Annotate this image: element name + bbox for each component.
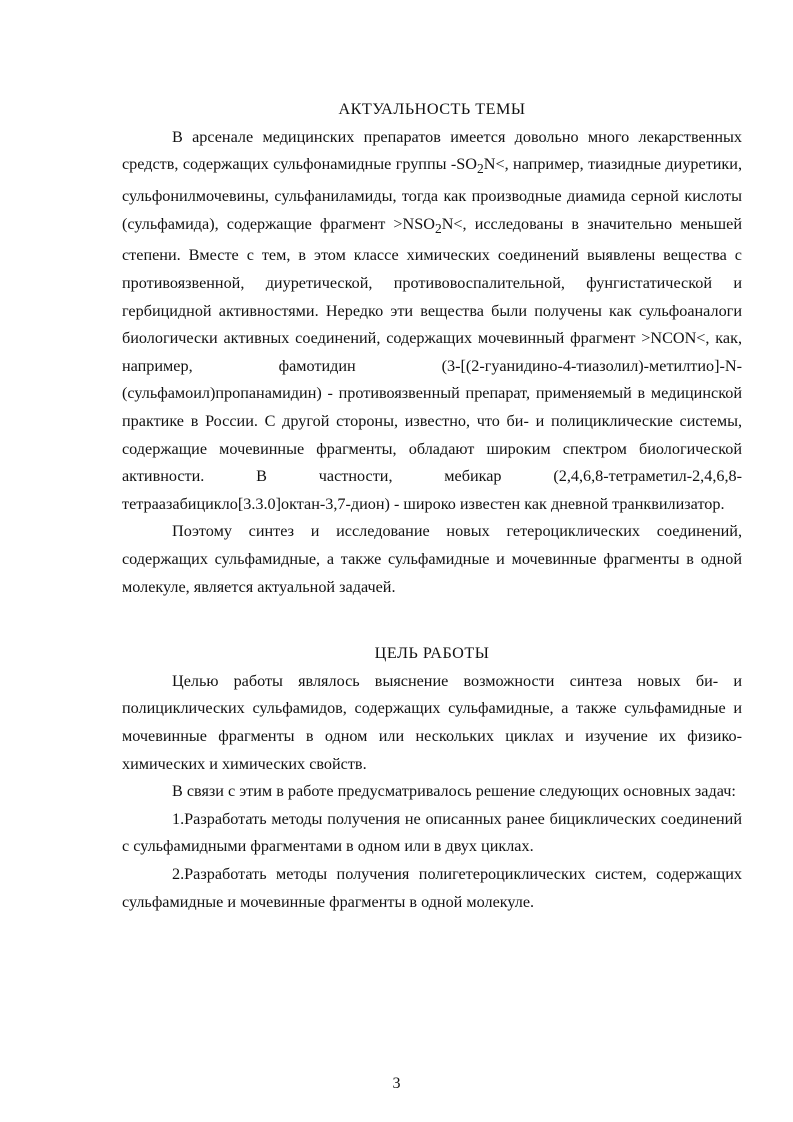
task-item-1: 1.Разработать методы получения не описанных ранее бициклических соединений с сульфамидными фрагментами в одном или в двух циклах. [122, 809, 742, 856]
goal-paragraph-1: Целью работы являлось выяснение возможности синтеза новых би- и полициклических сульфамидов, содержащих сульфамидные, а также сульфамидные и мочевинные фрагменты в одном или нескольких циклах и изучение их физико-химических и химических свойств. [122, 671, 742, 773]
text-run: N<, исследованы в значительно меньшей степени. Вместе с тем, в этом классе химических соединений выявлены вещества с противоязвенной, диуретической, противовоспалительной, фунгистатической и гербицидной активностями. Нередко эти вещества были получены как сульфоаналоги биологически активных соединений, содержащих мочевинный фрагмент >NCON<, как, например, фамотидин (3-[(2-гуанидино-4-тиазолил)-метилтио]-N-(сульфамоил)пропанамидин) - противоязвенный препарат, применяемый в медицинской практике в России. С другой стороны, известно, что би- и полициклические системы, содержащие мочевинные фрагменты, обладают широким спектром биологической активности. В частности, мебикар (2,4,6,8-тетраметил-2,4,6,8-тетраазабицикло[3.3.0]октан-3,7-дион) - широко известен как дневной транквилизатор. [122, 214, 742, 513]
subscript: 2 [434, 220, 442, 236]
subscript: 2 [477, 161, 484, 177]
relevance-paragraph-1 [122, 124, 742, 519]
goal-paragraph-2: В связи с этим в работе предусматривалось решение следующих основных задач: [172, 782, 736, 801]
section-heading-goal: ЦЕЛЬ РАБОТЫ [374, 644, 490, 663]
text-run: В арсенале медицинских препаратов имеется довольно много лекарственных средств, содержащих сульфонамидные группы -SO [122, 127, 742, 174]
section-heading-relevance: АКТУАЛЬНОСТЬ ТЕМЫ [338, 100, 526, 118]
page-number: 3 [392, 1075, 401, 1092]
text-run: N<, например, тиазидные диуретики, сульфонилмочевины, сульфаниламиды, тогда как производные диамида серной кислоты (сульфамида), содержащие фрагмент >NSO [122, 155, 743, 233]
relevance-paragraph-2: Поэтому синтез и исследование новых гетероциклических соединений, содержащих сульфамидные, а также сульфамидные и мочевинные фрагменты в одной молекуле, является актуальной задачей. [122, 522, 742, 596]
document-page [122, 96, 742, 916]
task-item-2: 2.Разработать методы получения полигетероциклических систем, содержащих сульфамидные и мочевинные фрагменты в одной молекуле. [122, 864, 742, 911]
